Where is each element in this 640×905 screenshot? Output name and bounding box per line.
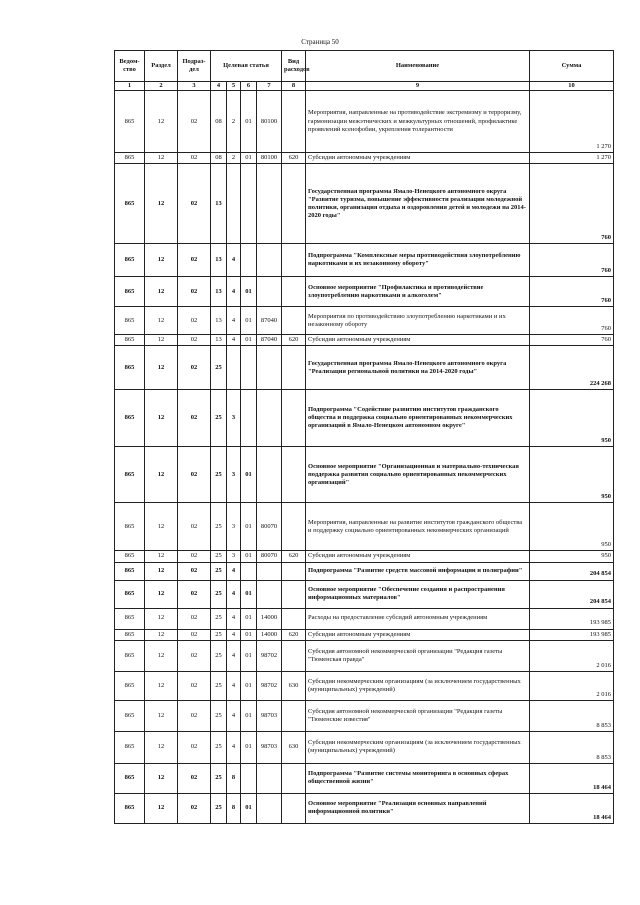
cell-vid-rashodov xyxy=(282,793,306,823)
cell-cs-direction xyxy=(257,562,282,580)
cell-summa: 950 xyxy=(530,447,614,503)
cell-naimenovanie: Подпрограмма "Развитие средств массовой информации и полиграфии" xyxy=(306,562,530,580)
table-row xyxy=(115,244,614,277)
cell-razdel: 12 xyxy=(145,608,178,629)
cell-summa: 2 016 xyxy=(530,640,614,671)
cell-vedomstvo: 865 xyxy=(115,307,145,335)
cell-vedomstvo: 865 xyxy=(115,629,145,640)
cell-cs-event: 01 xyxy=(241,640,257,671)
cell-naimenovanie: Субсидии автономным учреждениям xyxy=(306,629,530,640)
cell-vid-rashodov xyxy=(282,244,306,277)
cell-vid-rashodov xyxy=(282,390,306,447)
header-summa: Сумма xyxy=(530,51,614,82)
cell-podrazdel: 02 xyxy=(178,390,211,447)
cell-vedomstvo: 865 xyxy=(115,164,145,244)
cell-vedomstvo: 865 xyxy=(115,91,145,153)
table-row xyxy=(115,580,614,608)
cell-vid-rashodov xyxy=(282,562,306,580)
cell-vedomstvo: 865 xyxy=(115,731,145,763)
cell-cs-event: 01 xyxy=(241,447,257,503)
header-vedomstvo: Ведом-ство xyxy=(115,51,145,82)
cell-vid-rashodov xyxy=(282,91,306,153)
cell-summa: 1 270 xyxy=(530,91,614,153)
cell-naimenovanie: Основное мероприятие "Обеспечение создания и распространения информационных материалов" xyxy=(306,580,530,608)
cell-cs-subprogram: 4 xyxy=(227,700,241,731)
cell-cs-program: 25 xyxy=(211,390,227,447)
cell-podrazdel: 02 xyxy=(178,629,211,640)
header-podrazdel: Подраз-дел xyxy=(178,51,211,82)
cell-naimenovanie: Субсидии автономным учреждениям xyxy=(306,551,530,562)
cell-cs-subprogram: 2 xyxy=(227,153,241,164)
cell-razdel: 12 xyxy=(145,153,178,164)
cell-naimenovanie: Основное мероприятие "Реализация основных направлений информационной политики" xyxy=(306,793,530,823)
cell-cs-direction: 98702 xyxy=(257,640,282,671)
cell-summa: 224 268 xyxy=(530,346,614,390)
cell-cs-subprogram: 4 xyxy=(227,244,241,277)
cell-vedomstvo: 865 xyxy=(115,671,145,700)
column-index: 10 xyxy=(530,82,614,91)
cell-cs-program: 25 xyxy=(211,671,227,700)
column-index: 3 xyxy=(178,82,211,91)
cell-podrazdel: 02 xyxy=(178,671,211,700)
cell-naimenovanie: Субсидии автономным учреждениям xyxy=(306,335,530,346)
cell-cs-subprogram: 4 xyxy=(227,671,241,700)
cell-naimenovanie: Основное мероприятие "Организационная и материально-техническая поддержка развития социально ориентированных некоммерческих организаций" xyxy=(306,447,530,503)
cell-naimenovanie: Подпрограмма "Содействие развитию институтов гражданского общества и поддержка социально ориентированных некоммерческих организаций в Ямало-Ненецком автономном округе" xyxy=(306,390,530,447)
header-vid-rashodov: Вид расходов xyxy=(282,51,306,82)
cell-razdel: 12 xyxy=(145,562,178,580)
cell-vid-rashodov: 620 xyxy=(282,629,306,640)
cell-cs-direction: 98703 xyxy=(257,731,282,763)
cell-summa: 204 854 xyxy=(530,580,614,608)
cell-podrazdel: 02 xyxy=(178,731,211,763)
cell-cs-subprogram xyxy=(227,164,241,244)
cell-naimenovanie: Субсидии некоммерческим организациям (за исключением государственных (муниципальных) учреждений) xyxy=(306,671,530,700)
cell-summa: 2 016 xyxy=(530,671,614,700)
cell-vid-rashodov xyxy=(282,580,306,608)
cell-vid-rashodov xyxy=(282,503,306,551)
cell-cs-subprogram: 4 xyxy=(227,640,241,671)
budget-table xyxy=(114,50,614,824)
cell-cs-direction xyxy=(257,447,282,503)
cell-cs-event: 01 xyxy=(241,307,257,335)
cell-cs-direction xyxy=(257,346,282,390)
cell-vedomstvo: 865 xyxy=(115,390,145,447)
table-row xyxy=(115,551,614,562)
cell-vid-rashodov xyxy=(282,346,306,390)
cell-vedomstvo: 865 xyxy=(115,793,145,823)
cell-cs-direction xyxy=(257,390,282,447)
table-row xyxy=(115,731,614,763)
cell-cs-event: 01 xyxy=(241,700,257,731)
cell-cs-subprogram: 3 xyxy=(227,503,241,551)
column-index: 5 xyxy=(227,82,241,91)
cell-podrazdel: 02 xyxy=(178,793,211,823)
cell-razdel: 12 xyxy=(145,671,178,700)
cell-summa: 8 853 xyxy=(530,731,614,763)
cell-razdel: 12 xyxy=(145,164,178,244)
cell-cs-event: 01 xyxy=(241,629,257,640)
cell-cs-event: 01 xyxy=(241,503,257,551)
cell-cs-event: 01 xyxy=(241,671,257,700)
table-row xyxy=(115,346,614,390)
cell-cs-direction: 87040 xyxy=(257,335,282,346)
cell-summa: 18 464 xyxy=(530,793,614,823)
cell-cs-program: 13 xyxy=(211,335,227,346)
cell-cs-direction: 98703 xyxy=(257,700,282,731)
cell-cs-direction: 87040 xyxy=(257,307,282,335)
cell-cs-direction xyxy=(257,164,282,244)
cell-summa: 204 854 xyxy=(530,562,614,580)
cell-vid-rashodov: 630 xyxy=(282,731,306,763)
cell-vedomstvo: 865 xyxy=(115,277,145,307)
cell-vedomstvo: 865 xyxy=(115,580,145,608)
table-row xyxy=(115,562,614,580)
cell-vid-rashodov: 620 xyxy=(282,551,306,562)
column-index: 7 xyxy=(257,82,282,91)
cell-razdel: 12 xyxy=(145,731,178,763)
cell-summa: 760 xyxy=(530,244,614,277)
cell-cs-program: 25 xyxy=(211,731,227,763)
cell-vedomstvo: 865 xyxy=(115,153,145,164)
cell-cs-subprogram: 2 xyxy=(227,91,241,153)
cell-podrazdel: 02 xyxy=(178,640,211,671)
cell-cs-program: 25 xyxy=(211,793,227,823)
cell-vid-rashodov xyxy=(282,277,306,307)
cell-razdel: 12 xyxy=(145,580,178,608)
cell-razdel: 12 xyxy=(145,640,178,671)
page-number-label: Страница 50 xyxy=(301,38,339,46)
cell-podrazdel: 02 xyxy=(178,153,211,164)
cell-summa: 193 985 xyxy=(530,608,614,629)
cell-naimenovanie: Мероприятия, направленные на противодействие экстремизму и терроризму, гармонизации межэтнических и межкультурных отношений, профилактике проявлений ксенофобии, укрепления толерантности xyxy=(306,91,530,153)
cell-razdel: 12 xyxy=(145,335,178,346)
cell-summa: 760 xyxy=(530,335,614,346)
cell-razdel: 12 xyxy=(145,346,178,390)
cell-cs-program: 08 xyxy=(211,91,227,153)
column-index: 8 xyxy=(282,82,306,91)
cell-cs-direction xyxy=(257,277,282,307)
column-index: 1 xyxy=(115,82,145,91)
cell-vedomstvo: 865 xyxy=(115,244,145,277)
cell-naimenovanie: Подпрограмма "Развитие системы мониторинга в основных сферах общественной жизни" xyxy=(306,763,530,793)
cell-razdel: 12 xyxy=(145,700,178,731)
cell-cs-event: 01 xyxy=(241,91,257,153)
cell-naimenovanie: Субсидии автономным учреждениям xyxy=(306,153,530,164)
cell-cs-event xyxy=(241,244,257,277)
table-row xyxy=(115,447,614,503)
cell-cs-event: 01 xyxy=(241,731,257,763)
cell-cs-direction: 14000 xyxy=(257,608,282,629)
table-row xyxy=(115,629,614,640)
table-body xyxy=(115,91,614,824)
table-row xyxy=(115,277,614,307)
cell-cs-event xyxy=(241,164,257,244)
cell-vid-rashodov: 620 xyxy=(282,335,306,346)
cell-cs-direction: 98702 xyxy=(257,671,282,700)
cell-naimenovanie: Субсидия автономной некоммерческой организации "Редакция газеты "Тюменская правда" xyxy=(306,640,530,671)
table-row xyxy=(115,335,614,346)
cell-razdel: 12 xyxy=(145,503,178,551)
cell-summa: 760 xyxy=(530,277,614,307)
table-row xyxy=(115,91,614,153)
cell-cs-program: 08 xyxy=(211,153,227,164)
cell-cs-direction xyxy=(257,763,282,793)
cell-razdel: 12 xyxy=(145,763,178,793)
cell-cs-subprogram: 4 xyxy=(227,277,241,307)
cell-razdel: 12 xyxy=(145,793,178,823)
cell-summa: 193 985 xyxy=(530,629,614,640)
cell-vid-rashodov xyxy=(282,164,306,244)
cell-podrazdel: 02 xyxy=(178,551,211,562)
cell-naimenovanie: Мероприятия, направленные на развитие институтов гражданского общества и поддержку социально ориентированных некоммерческих организаций xyxy=(306,503,530,551)
cell-razdel: 12 xyxy=(145,551,178,562)
cell-cs-program: 13 xyxy=(211,307,227,335)
cell-cs-event: 01 xyxy=(241,277,257,307)
cell-cs-event: 01 xyxy=(241,793,257,823)
header-razdel: Раздел xyxy=(145,51,178,82)
column-index: 2 xyxy=(145,82,178,91)
cell-cs-direction: 80100 xyxy=(257,153,282,164)
cell-vid-rashodov xyxy=(282,763,306,793)
cell-cs-event xyxy=(241,562,257,580)
table-row xyxy=(115,153,614,164)
cell-vedomstvo: 865 xyxy=(115,447,145,503)
cell-cs-direction xyxy=(257,580,282,608)
cell-podrazdel: 02 xyxy=(178,447,211,503)
cell-vedomstvo: 865 xyxy=(115,503,145,551)
cell-razdel: 12 xyxy=(145,629,178,640)
table-row xyxy=(115,671,614,700)
cell-podrazdel: 02 xyxy=(178,335,211,346)
cell-cs-program: 25 xyxy=(211,700,227,731)
cell-vid-rashodov: 630 xyxy=(282,671,306,700)
cell-cs-program: 25 xyxy=(211,562,227,580)
cell-cs-subprogram: 4 xyxy=(227,731,241,763)
cell-cs-subprogram: 4 xyxy=(227,629,241,640)
cell-vedomstvo: 865 xyxy=(115,346,145,390)
cell-razdel: 12 xyxy=(145,390,178,447)
cell-podrazdel: 02 xyxy=(178,608,211,629)
cell-vedomstvo: 865 xyxy=(115,640,145,671)
cell-podrazdel: 02 xyxy=(178,763,211,793)
cell-cs-program: 25 xyxy=(211,346,227,390)
cell-summa: 1 270 xyxy=(530,153,614,164)
cell-cs-subprogram: 3 xyxy=(227,390,241,447)
cell-cs-subprogram: 4 xyxy=(227,307,241,335)
cell-naimenovanie: Основное мероприятие "Профилактика и противодействие злоупотреблению наркотиками и алкоголем" xyxy=(306,277,530,307)
table-row xyxy=(115,307,614,335)
cell-cs-program: 25 xyxy=(211,503,227,551)
cell-cs-direction xyxy=(257,793,282,823)
header-naimenovanie: Наименование xyxy=(306,51,530,82)
cell-vid-rashodov xyxy=(282,700,306,731)
cell-cs-subprogram: 4 xyxy=(227,608,241,629)
cell-podrazdel: 02 xyxy=(178,91,211,153)
cell-razdel: 12 xyxy=(145,91,178,153)
table-row xyxy=(115,640,614,671)
cell-summa: 8 853 xyxy=(530,700,614,731)
cell-naimenovanie: Субсидия автономной некоммерческой организации "Редакция газеты "Тюменские известия" xyxy=(306,700,530,731)
cell-podrazdel: 02 xyxy=(178,700,211,731)
cell-cs-event xyxy=(241,346,257,390)
cell-cs-direction: 14000 xyxy=(257,629,282,640)
column-index: 9 xyxy=(306,82,530,91)
cell-naimenovanie: Подпрограмма "Комплексные меры противодействия злоупотреблению наркотиками и их незаконному обороту" xyxy=(306,244,530,277)
column-index: 4 xyxy=(211,82,227,91)
cell-summa: 760 xyxy=(530,164,614,244)
cell-summa: 950 xyxy=(530,503,614,551)
cell-podrazdel: 02 xyxy=(178,580,211,608)
cell-podrazdel: 02 xyxy=(178,503,211,551)
table-row xyxy=(115,164,614,244)
cell-cs-program: 25 xyxy=(211,580,227,608)
cell-cs-subprogram: 4 xyxy=(227,335,241,346)
cell-cs-subprogram: 8 xyxy=(227,793,241,823)
cell-vid-rashodov xyxy=(282,307,306,335)
cell-naimenovanie: Субсидии некоммерческим организациям (за исключением государственных (муниципальных) учреждений) xyxy=(306,731,530,763)
cell-cs-event: 01 xyxy=(241,551,257,562)
cell-summa: 760 xyxy=(530,307,614,335)
cell-cs-subprogram: 4 xyxy=(227,562,241,580)
cell-cs-subprogram: 8 xyxy=(227,763,241,793)
cell-cs-subprogram: 3 xyxy=(227,447,241,503)
cell-naimenovanie: Мероприятия по противодействию злоупотреблению наркотиками и их незаконному обороту xyxy=(306,307,530,335)
cell-razdel: 12 xyxy=(145,307,178,335)
cell-summa: 950 xyxy=(530,551,614,562)
cell-cs-subprogram xyxy=(227,346,241,390)
table-row xyxy=(115,763,614,793)
cell-cs-program: 25 xyxy=(211,551,227,562)
table-row xyxy=(115,503,614,551)
cell-cs-subprogram: 4 xyxy=(227,580,241,608)
table-row xyxy=(115,793,614,823)
cell-vid-rashodov xyxy=(282,608,306,629)
cell-cs-program: 25 xyxy=(211,640,227,671)
cell-cs-subprogram: 3 xyxy=(227,551,241,562)
table-row xyxy=(115,390,614,447)
cell-cs-program: 25 xyxy=(211,629,227,640)
cell-naimenovanie: Государственная программа Ямало-Ненецкого автономного округа "Развитие туризма, повышение эффективности реализации молодежной политики, организация отдыха и оздоровления детей и молодежи на 2014-2020 годы" xyxy=(306,164,530,244)
cell-cs-program: 25 xyxy=(211,447,227,503)
column-index-row xyxy=(115,82,614,91)
cell-cs-event: 01 xyxy=(241,153,257,164)
cell-vid-rashodov xyxy=(282,447,306,503)
cell-naimenovanie: Расходы на предоставление субсидий автономным учреждениям xyxy=(306,608,530,629)
cell-cs-program: 13 xyxy=(211,244,227,277)
cell-podrazdel: 02 xyxy=(178,562,211,580)
cell-podrazdel: 02 xyxy=(178,164,211,244)
cell-vid-rashodov: 620 xyxy=(282,153,306,164)
table-row xyxy=(115,700,614,731)
cell-vedomstvo: 865 xyxy=(115,608,145,629)
cell-cs-direction xyxy=(257,244,282,277)
cell-cs-program: 13 xyxy=(211,277,227,307)
cell-podrazdel: 02 xyxy=(178,346,211,390)
cell-cs-event: 01 xyxy=(241,608,257,629)
cell-cs-program: 13 xyxy=(211,164,227,244)
cell-cs-program: 25 xyxy=(211,608,227,629)
column-index: 6 xyxy=(241,82,257,91)
table-header-row xyxy=(115,51,614,82)
cell-razdel: 12 xyxy=(145,277,178,307)
cell-cs-direction: 80100 xyxy=(257,91,282,153)
cell-cs-event xyxy=(241,390,257,447)
cell-cs-event: 01 xyxy=(241,335,257,346)
cell-podrazdel: 02 xyxy=(178,277,211,307)
cell-vedomstvo: 865 xyxy=(115,551,145,562)
header-celevaya-statya: Целевая статья xyxy=(211,51,282,82)
cell-cs-direction: 80070 xyxy=(257,551,282,562)
cell-cs-event xyxy=(241,763,257,793)
table-row xyxy=(115,608,614,629)
cell-naimenovanie: Государственная программа Ямало-Ненецкого автономного округа "Реализация региональной политики на 2014-2020 годы" xyxy=(306,346,530,390)
cell-vedomstvo: 865 xyxy=(115,562,145,580)
cell-cs-direction: 80070 xyxy=(257,503,282,551)
cell-podrazdel: 02 xyxy=(178,307,211,335)
cell-vedomstvo: 865 xyxy=(115,700,145,731)
cell-razdel: 12 xyxy=(145,244,178,277)
cell-cs-event: 01 xyxy=(241,580,257,608)
cell-summa: 18 464 xyxy=(530,763,614,793)
cell-vid-rashodov xyxy=(282,640,306,671)
cell-cs-program: 25 xyxy=(211,763,227,793)
cell-podrazdel: 02 xyxy=(178,244,211,277)
cell-vedomstvo: 865 xyxy=(115,335,145,346)
cell-razdel: 12 xyxy=(145,447,178,503)
cell-vedomstvo: 865 xyxy=(115,763,145,793)
cell-summa: 950 xyxy=(530,390,614,447)
